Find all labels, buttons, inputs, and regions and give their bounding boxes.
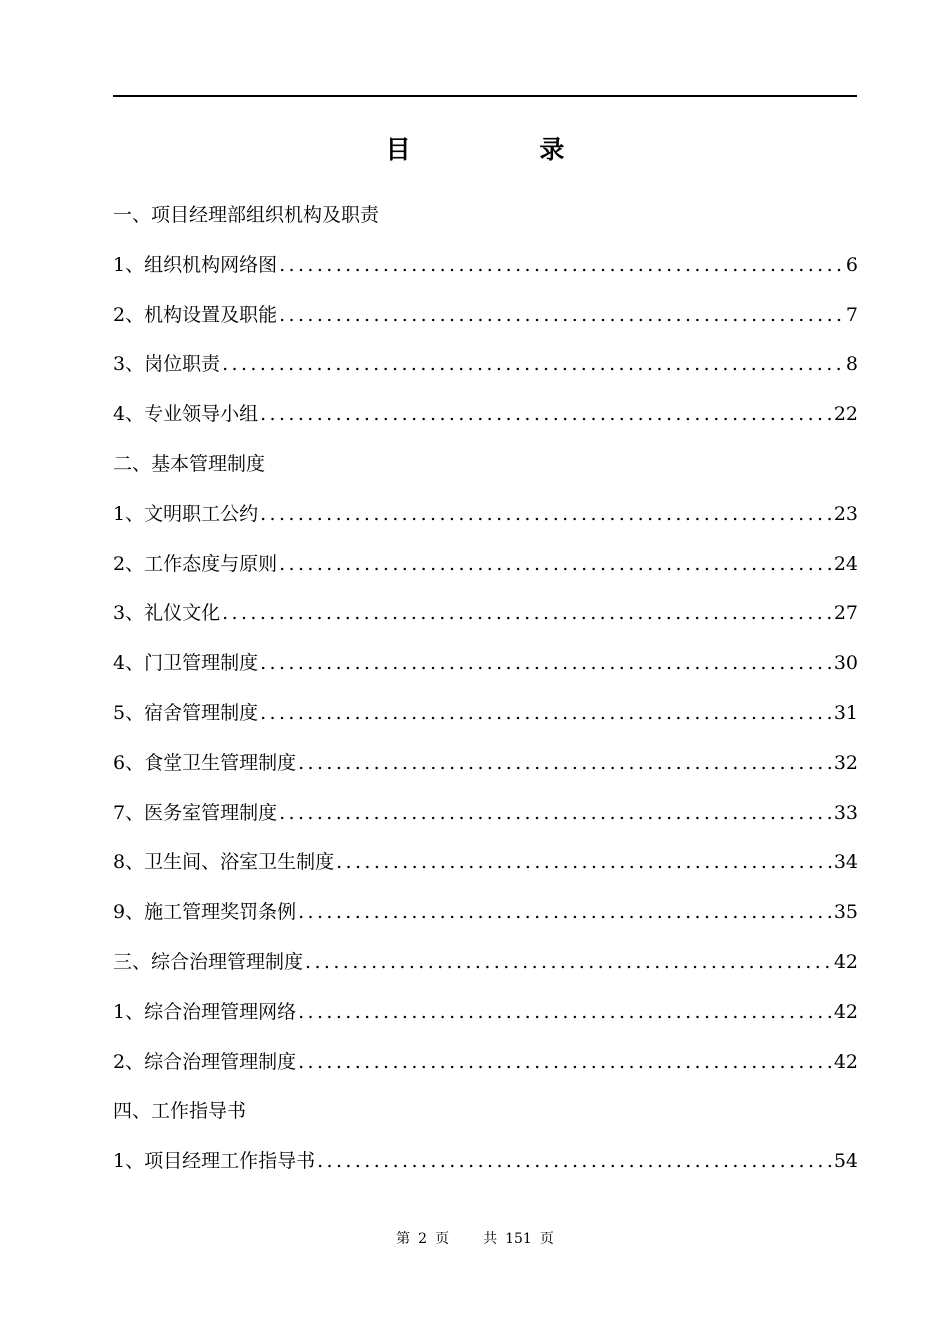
footer-total-pages: 151 bbox=[505, 1231, 532, 1247]
toc-entry-page: 35 bbox=[833, 901, 858, 924]
toc-dot-leader bbox=[279, 297, 844, 333]
toc-entry-title: 2、机构设置及职能 bbox=[113, 303, 278, 326]
toc-entry[interactable] bbox=[113, 1093, 858, 1143]
toc-dot-leader bbox=[222, 595, 832, 631]
toc-entry-title: 4、专业领导小组 bbox=[113, 403, 259, 426]
toc-entry[interactable] bbox=[113, 247, 858, 297]
footer-total-suffix: 页 bbox=[539, 1231, 554, 1247]
toc-entry[interactable] bbox=[113, 695, 858, 745]
toc-entry[interactable] bbox=[113, 446, 858, 496]
toc-entry-title: 一、项目经理部组织机构及职责 bbox=[113, 204, 380, 226]
toc-entry-page: 32 bbox=[833, 751, 858, 774]
footer-total-prefix: 共 bbox=[483, 1231, 498, 1247]
toc-entry-page: 27 bbox=[833, 602, 858, 625]
toc-dot-leader bbox=[305, 944, 832, 980]
toc-entry[interactable] bbox=[113, 994, 858, 1044]
toc-entry-page: 42 bbox=[833, 1000, 858, 1023]
toc-entry[interactable] bbox=[113, 496, 858, 546]
toc-entry-title: 4、门卫管理制度 bbox=[113, 652, 259, 675]
toc-dot-leader bbox=[336, 844, 832, 880]
toc-dot-leader bbox=[260, 496, 832, 532]
toc-entry-title: 7、医务室管理制度 bbox=[113, 801, 278, 824]
toc-dot-leader bbox=[298, 745, 832, 781]
toc-dot-leader bbox=[317, 1143, 832, 1179]
toc-entry-title: 1、综合治理管理网络 bbox=[113, 1000, 297, 1023]
toc-entry-title: 三、综合治理管理制度 bbox=[113, 950, 304, 973]
header-rule bbox=[113, 95, 857, 97]
toc-dot-leader bbox=[222, 346, 844, 382]
toc-entry[interactable] bbox=[113, 894, 858, 944]
toc-entry[interactable] bbox=[113, 197, 858, 247]
toc-dot-leader bbox=[298, 994, 832, 1030]
toc-entry-page: 7 bbox=[845, 303, 858, 326]
toc-entry-page: 42 bbox=[833, 1050, 858, 1073]
page-footer bbox=[0, 1229, 950, 1249]
footer-page-prefix: 第 bbox=[396, 1231, 411, 1247]
toc-entry-title: 9、施工管理奖罚条例 bbox=[113, 901, 297, 924]
toc-entry[interactable] bbox=[113, 795, 858, 845]
toc-entry-title: 8、卫生间、浴室卫生制度 bbox=[113, 851, 335, 874]
toc-entry-title: 3、礼仪文化 bbox=[113, 602, 221, 625]
toc-dot-leader bbox=[260, 695, 832, 731]
toc-entry-page: 23 bbox=[833, 502, 858, 525]
toc-entry[interactable] bbox=[113, 844, 858, 894]
toc-dot-leader bbox=[279, 247, 844, 283]
page-title: 目 录 bbox=[385, 135, 625, 164]
toc-entry-title: 3、岗位职责 bbox=[113, 353, 221, 376]
toc-entry-title: 2、工作态度与原则 bbox=[113, 552, 278, 575]
footer-page-number: 2 bbox=[418, 1231, 428, 1247]
toc-entry-page: 31 bbox=[833, 701, 858, 724]
toc-entry[interactable] bbox=[113, 546, 858, 596]
toc-entry-title: 二、基本管理制度 bbox=[113, 452, 266, 475]
toc-entry[interactable] bbox=[113, 1143, 858, 1193]
toc-entry-title: 6、食堂卫生管理制度 bbox=[113, 751, 297, 774]
toc-dot-leader bbox=[279, 795, 832, 831]
toc-entry-title: 1、文明职工公约 bbox=[113, 502, 259, 525]
toc-entry[interactable] bbox=[113, 745, 858, 795]
toc-entry-title: 四、工作指导书 bbox=[113, 1100, 247, 1123]
toc-entry[interactable] bbox=[113, 1044, 858, 1094]
footer-page-suffix: 页 bbox=[435, 1231, 450, 1247]
toc-entry[interactable] bbox=[113, 944, 858, 994]
toc-entry-page: 6 bbox=[845, 253, 858, 276]
toc-entry-page: 54 bbox=[833, 1150, 858, 1173]
toc-entry-title: 5、宿舍管理制度 bbox=[113, 701, 259, 724]
toc-entry-title: 1、项目经理工作指导书 bbox=[113, 1150, 316, 1173]
toc-entry-title: 2、综合治理管理制度 bbox=[113, 1050, 297, 1073]
toc-entry-page: 34 bbox=[833, 851, 858, 874]
toc-entry[interactable] bbox=[113, 645, 858, 695]
toc-entry[interactable] bbox=[113, 396, 858, 446]
toc-entry-page: 30 bbox=[833, 652, 858, 675]
toc-dot-leader bbox=[298, 894, 832, 930]
toc-entry[interactable] bbox=[113, 297, 858, 347]
table-of-contents bbox=[113, 197, 858, 1193]
toc-dot-leader bbox=[298, 1044, 832, 1080]
toc-dot-leader bbox=[279, 546, 832, 582]
toc-entry-page: 33 bbox=[833, 801, 858, 824]
toc-dot-leader bbox=[260, 645, 832, 681]
toc-entry[interactable] bbox=[113, 595, 858, 645]
toc-entry-page: 8 bbox=[845, 353, 858, 376]
toc-entry-page: 24 bbox=[833, 552, 858, 575]
toc-dot-leader bbox=[260, 396, 832, 432]
toc-entry[interactable] bbox=[113, 346, 858, 396]
toc-entry-page: 42 bbox=[833, 950, 858, 973]
toc-entry-page: 22 bbox=[833, 403, 858, 426]
toc-entry-title: 1、组织机构网络图 bbox=[113, 253, 278, 276]
